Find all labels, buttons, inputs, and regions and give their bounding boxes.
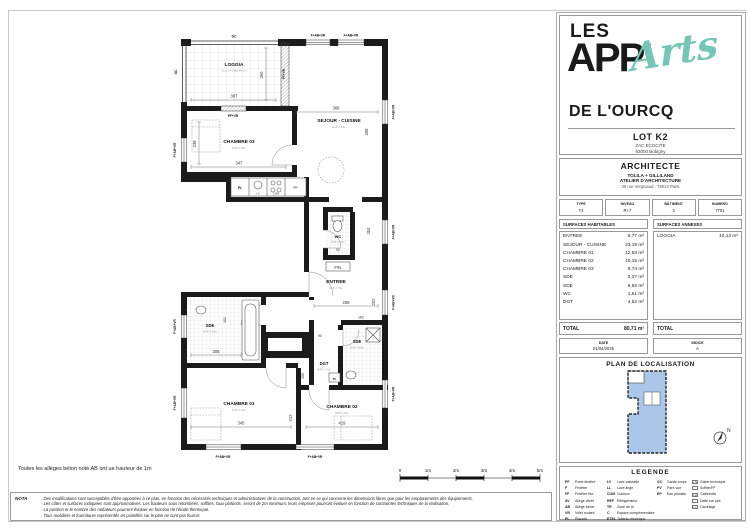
legende-label: Zone de tri — [617, 504, 634, 509]
dim-loggia-w: 387 — [230, 93, 238, 99]
info-row — [559, 199, 742, 216]
legende-col2 — [607, 479, 655, 522]
surface-value: 12,53 m² — [625, 250, 644, 256]
swatch-label: Caillebotis — [700, 492, 717, 497]
window-label-pf: PF+VR — [282, 68, 286, 80]
surface-row — [560, 274, 647, 282]
surface-value: 10,15 m² — [625, 258, 644, 264]
surface-value: 23,19 m² — [625, 242, 644, 248]
legende-swatch-item — [692, 504, 726, 510]
surface-label: WC — [563, 291, 571, 297]
legende-label: Volet roulant — [575, 511, 595, 516]
loggia-footprint — [628, 371, 644, 383]
scale-bar — [398, 466, 548, 486]
info-box — [652, 199, 696, 216]
surface-row — [560, 249, 647, 257]
legende-abbr: AB — [565, 504, 571, 509]
room-label-chambre01: CHAMBRE 01 — [223, 402, 255, 407]
surface-row — [560, 266, 647, 274]
legende-col3 — [657, 479, 686, 498]
logo-app: APP' — [567, 36, 651, 80]
logo-les: LES — [570, 21, 610, 42]
lot-zac: ZAC ECOCITE — [635, 143, 666, 148]
dim-win1-h: 304 — [366, 227, 371, 235]
surface-label: SEJOUR - CUISINE — [563, 242, 607, 248]
window-label: F+AB+VR — [391, 104, 396, 120]
surface-value: 4,52 m² — [627, 299, 644, 305]
architect-name: TOLILA + GILLILAND — [627, 173, 674, 178]
surface-value: 3,37 m² — [627, 275, 644, 281]
window-label: F+AB+VR — [391, 386, 396, 402]
surface-label: CHAMBRE 02 — [563, 258, 594, 264]
room-label-sejour: SEJOUR - CUISINE — [317, 119, 361, 124]
dim-sde2-w: 162 — [358, 315, 364, 320]
swatch-label: Soffite/FP — [700, 486, 716, 491]
surface-label: CHAMBRE 01 — [563, 250, 594, 256]
legende-item — [607, 516, 655, 522]
surface-row — [654, 233, 741, 241]
nota-lines — [41, 496, 547, 518]
legende-label: Garde-corps — [667, 480, 687, 484]
pl-label-kitchen: PL — [237, 186, 243, 190]
surface-value: 9,74 m² — [627, 267, 644, 273]
window-label-pf: PF+VR — [227, 114, 239, 118]
legende-label: Fenêtre fixe — [575, 492, 594, 497]
legende-label: Placard — [575, 517, 587, 522]
date-label: DATE — [598, 341, 609, 345]
logo-arts-script: Arts — [629, 20, 720, 81]
room-label-loggia: LOGGIA — [224, 63, 244, 68]
window-label: F+AB+VR — [173, 395, 177, 411]
room-sub-wc: HSP 2.50m — [331, 241, 345, 244]
legende-item — [565, 516, 595, 522]
legende-label: Lave-vaisselle — [617, 480, 640, 484]
dim-ch1-w: 345 — [237, 420, 245, 426]
legende-abbr: C — [607, 511, 610, 516]
legende-label: Tableau électrique — [617, 517, 646, 522]
surfaces-habitables-list — [559, 231, 648, 320]
nota-line: - Des modifications sont susceptibles d'être apportées à ce plan, en fonction des nécessités techniques et administratives de la construction, tant en ce qui concerne les dimensions libres que pour les emplacements des équipements. — [41, 495, 473, 501]
window-label: F+AB+VR — [307, 455, 323, 459]
lot-title: LOT K2 — [632, 132, 668, 142]
legende-title: LEGENDE — [631, 469, 670, 476]
washbasin-sde1 — [196, 306, 206, 314]
date-box — [559, 338, 648, 354]
window-label: F+AB+VR — [391, 224, 396, 240]
logo-box — [559, 15, 742, 155]
bathtub — [242, 300, 259, 360]
legende-label: Lave-linge — [617, 486, 634, 491]
legende-abbr: GC — [657, 480, 663, 484]
logo-divider — [568, 128, 735, 129]
surface-value: 1,61 m² — [627, 291, 644, 297]
legende-abbr: REF — [607, 498, 614, 503]
room-sub-chambre02: HSP 2.70m — [335, 412, 349, 415]
legende-abbr: LV — [607, 480, 612, 484]
surface-label: ENTREE — [563, 234, 583, 240]
dim-sejour-w: 368 — [332, 105, 340, 111]
habitables-total-value: 80,71 m² — [623, 326, 644, 332]
surfaces-habitables-header — [559, 219, 648, 229]
info-value: 2 — [672, 208, 675, 213]
room-sub-chambre03: HSP 2.70m — [232, 147, 246, 150]
room-sub-sejour: HSP 2.70m — [332, 126, 346, 129]
room-label-chambre02: CHAMBRE 02 — [326, 405, 358, 410]
surface-value: 8,77 m² — [627, 234, 644, 240]
north-arrow-icon — [714, 428, 731, 444]
dim-dgt-w: 90 — [318, 334, 322, 338]
washbasin-sde2 — [346, 371, 356, 379]
legende-label: Pare-vue — [667, 486, 682, 491]
room-sub-chambre01: HSP 2.70m — [232, 409, 246, 412]
swatch-soffite — [692, 486, 698, 490]
dim-ch1-d: 212 — [288, 414, 293, 422]
surface-row — [560, 241, 647, 249]
habitables-total-box — [559, 322, 648, 335]
architect-address: 36 rue Vergniaud - 75013 Paris — [621, 184, 680, 189]
toilet-bowl — [333, 221, 342, 232]
gc-label: GC — [174, 69, 178, 75]
indice-label: INDICE — [691, 341, 704, 345]
legende-label: Allège vitrée — [575, 498, 595, 503]
surface-label: SDE — [563, 275, 573, 281]
room-label-sde1: SDE — [205, 323, 215, 328]
pl-label-dgt: PL — [332, 377, 337, 381]
legende-label: Espace complémentaire — [617, 511, 655, 516]
annexes-total-box — [653, 322, 742, 335]
surface-row — [560, 282, 647, 290]
legende-abbr: PL — [565, 517, 570, 522]
info-box — [698, 199, 742, 216]
swatch-label: Dalle sur plot — [700, 498, 721, 503]
logo-ourcq: DE L'OURCQ — [569, 103, 674, 120]
room-label-wc: WC — [334, 234, 342, 239]
room-sub-entree: HSP 2.70m — [329, 287, 343, 290]
legende-label: Réfrigérateur — [617, 498, 638, 503]
surfaces-annexes-title: SURFACES ANNEXES — [657, 222, 703, 227]
info-value: T4 — [578, 208, 584, 213]
window-label: F+AB+VR — [343, 33, 359, 38]
legende-label: Cuisson — [617, 492, 630, 497]
room-label-chambre03: CHAMBRE 03 — [223, 140, 255, 145]
legende-item — [657, 491, 686, 497]
swatch-caillebotis — [692, 493, 698, 497]
dining-table — [318, 157, 344, 183]
legende-abbr: FF — [565, 492, 570, 497]
date-value: 01/04/2025 — [593, 346, 614, 351]
total-label: TOTAL — [563, 326, 580, 332]
alleges-note: Toutes les allèges béton noté AB ont ue hauteur de 1m — [18, 466, 152, 472]
info-value: R+7 — [623, 208, 632, 213]
surface-value: 6,82 m² — [627, 283, 644, 289]
legende-abbr: F — [565, 486, 568, 491]
nota-line: - La position et le nombre des radiateurs pourront évoluer en fonction de l'étude thermique. — [41, 506, 210, 512]
legende-box — [559, 466, 742, 520]
legende-abbr: TR — [607, 504, 612, 509]
surface-row — [560, 258, 647, 266]
scale-label-2m: 2m — [452, 468, 460, 473]
legende-label: Eau pluviale — [667, 492, 687, 497]
legende-label: Porte-fenêtre — [575, 480, 596, 484]
architect-title: ARCHITECTE — [620, 161, 681, 171]
kitchen-sink — [254, 181, 262, 189]
legende-label: Allège béton — [575, 504, 595, 509]
room-label-sde2: SDE — [352, 339, 362, 344]
surface-row — [560, 290, 647, 298]
dim-entree-w: 259 — [342, 300, 350, 305]
localisation-title: PLAN DE LOCALISATION — [606, 361, 695, 368]
legende-abbr: VR — [565, 511, 570, 516]
info-label: NIVEAU — [620, 202, 635, 206]
legende-abbr: PV — [657, 486, 662, 491]
info-label: TYPE — [576, 202, 586, 206]
bed-chambre01 — [191, 408, 221, 440]
indice-value: A — [696, 346, 699, 351]
surface-label: DGT — [563, 299, 574, 305]
legende-swatches — [692, 479, 726, 510]
lv-label: LV — [256, 192, 260, 196]
swatch-dalle-sur-plot — [692, 499, 698, 503]
surface-row — [560, 233, 647, 241]
scale-label-3m: 3m — [480, 468, 488, 473]
nota-line: - Les côtes et surfaces indiquées sont approximatives. Les hauteurs sous retombées, soffites, faux plafonds, seront de 2m minimum, leurs emprises pourront évoluer en fonction de contraintes techniques de la réalisation. — [41, 501, 450, 507]
floor-plan — [146, 20, 432, 468]
surfaces-annexes-header — [653, 219, 742, 229]
info-value: 7701 — [715, 208, 725, 213]
surface-value: 10,13 m² — [719, 234, 738, 240]
scale-label-4m: 4m — [508, 468, 516, 473]
swatch-label: Carrelage — [700, 504, 716, 509]
etel-label: ETEL — [334, 265, 342, 270]
shaft-inner — [268, 338, 302, 351]
north-label: N — [727, 428, 731, 434]
room-sub-sde2: HSP 2.50m — [350, 346, 364, 350]
dim-ch3-w: 347 — [235, 160, 243, 166]
dim-sde1-d: 182 — [223, 317, 227, 323]
surface-label: LOGGIA — [657, 234, 676, 240]
legende-abbr: EP — [657, 492, 662, 497]
architect-studio: ATELIER D'ARCHITECTURE — [619, 178, 682, 183]
dim-loggia-d: 260 — [259, 71, 264, 79]
gc-label: GC — [231, 34, 237, 39]
room-sub-loggia: Sout / N 24bd 46mm — [221, 69, 247, 73]
scale-label-1m: 1m — [424, 468, 432, 473]
window-label: F+AB+VR — [215, 455, 231, 459]
nota-line: - Tous mobiliers et fournitures représentés en pointillés sur le plan ne sont pas fournis — [41, 512, 200, 518]
legende-label: Fenêtre — [575, 486, 588, 491]
dim-ch2-w: 419 — [338, 420, 346, 426]
dim-sejour-d: 308 — [364, 128, 369, 136]
legende-abbr: AV — [565, 498, 570, 503]
scale-label-5m: 5m — [536, 468, 544, 473]
info-box — [559, 199, 603, 216]
lot-city: 93000 Bobigny — [635, 149, 666, 154]
dim-win2-h: 202 — [371, 298, 376, 306]
room-sub-sde1: HSP 2.70m — [203, 330, 217, 334]
nota-label: NOTA — [15, 495, 28, 501]
legende-abbr: PF — [565, 480, 570, 484]
info-label: BÂTIMENT — [664, 202, 683, 206]
dim-corr-h: 150 — [301, 373, 305, 379]
room-label-entree: ENTREE — [326, 280, 346, 285]
window-label: F+AB+VR — [391, 295, 396, 310]
dim-wc-w: 92 — [336, 248, 340, 252]
surface-label: CHAMBRE 03 — [563, 267, 594, 273]
scale-label-0: 0 — [398, 468, 402, 473]
legende-col1 — [565, 479, 595, 522]
info-label: NUMERO — [711, 202, 728, 206]
total-label: TOTAL — [657, 326, 674, 332]
localisation-map — [560, 368, 743, 458]
dim-sde1-w: 306 — [212, 349, 220, 354]
localisation-box — [559, 357, 742, 463]
room-sub-dgt: HSP 2.70m — [317, 368, 331, 372]
ref-label: REF — [293, 186, 298, 190]
cuis-label: CUIS — [273, 192, 279, 196]
legende-abbr: ETEL — [607, 517, 616, 522]
title-block — [556, 12, 746, 521]
dim-ch3-d: 239 — [192, 140, 197, 148]
swatch-carrelage — [692, 505, 698, 509]
window-label: F+AB+VR — [173, 319, 177, 334]
info-box — [605, 199, 649, 216]
nota-box — [10, 492, 552, 521]
room-label-dgt: DGT — [319, 361, 329, 366]
surface-label: SDE — [563, 283, 573, 289]
window-label: F+AB+VR — [173, 142, 177, 158]
hob — [271, 181, 275, 185]
swatch-label: Gaine technique — [700, 480, 726, 484]
legende-abbr: CUIS — [607, 492, 616, 497]
surfaces-annexes-list — [653, 231, 742, 320]
surfaces-habitables-title: SURFACES HABITABLES — [563, 222, 615, 227]
architect-box — [559, 158, 742, 196]
surface-row — [560, 299, 647, 307]
window-label: F+AB+VR — [310, 33, 326, 38]
swatch-gaine-technique — [692, 480, 698, 484]
legende-abbr: LL — [607, 486, 612, 491]
indice-box — [653, 338, 742, 354]
